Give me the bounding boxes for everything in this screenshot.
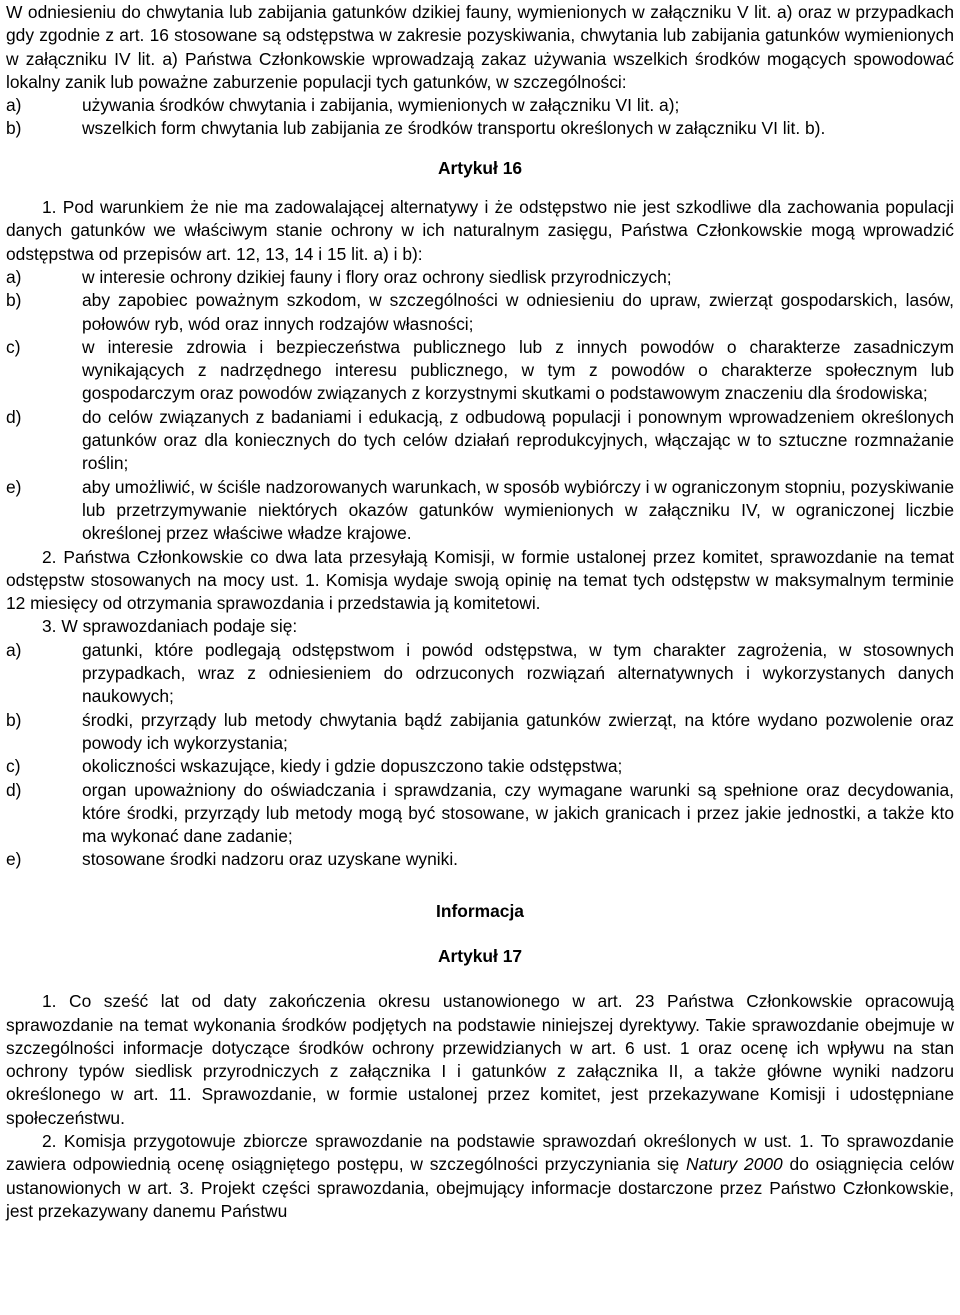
list-item-label: b) bbox=[6, 118, 22, 139]
natura-2000-term: Natury 2000 bbox=[686, 1154, 783, 1175]
list-item-text: aby zapobiec poważnym szkodom, w szczególności w odniesieniu do upraw, zwierząt gospodarskich, lasów, połowów ryb, wód oraz innych rodzajów własności; bbox=[82, 290, 954, 334]
article-16-paragraph-1: 1. Pod warunkiem że nie ma zadowalającej alternatywy i że odstępstwo nie jest szkodliwe dla zachowania populacji danych gatunków we właściwym stanie ochrony w ich naturalnym zasięgu, Państwa Członkowskie mogą wprowadzić odstępstwa od przepisów art. 12, 13, 14 i 15 lit. a) i b): bbox=[6, 197, 954, 264]
article-16-paragraph-3: 3. W sprawozdaniach podaje się: bbox=[42, 616, 298, 637]
list-item-text: gatunki, które podlegają odstępstwom i powód odstępstwa, w tym charakter zagrożenia, w stosownych przypadkach, wraz z odniesieniem do odrzuconych rozwiązań alternatywnych i wykorzystanych danych naukowych; bbox=[82, 639, 954, 707]
article-17-paragraph-2-text: 2. Komisja przygotowuje zbiorcze sprawozdanie na podstawie sprawozdań określonych w ust. 1. To sprawozdanie zawiera odpowiednią ocenę osiągniętego postępu, w szczególności przyczyniania się bbox=[6, 1131, 954, 1175]
list-item-text: stosowane środki nadzoru oraz uzyskane wyniki. bbox=[82, 849, 459, 870]
list-item bbox=[6, 406, 954, 476]
list-item-text: organ upoważniony do oświadczania i sprawdzania, czy wymagane warunki są spełnione oraz decydowania, które środki, przyrządy lub metody mogą być stosowane, w jakich granicach i przez jakie jednostki, a także kto ma wykonać dane zadanie; bbox=[82, 779, 954, 847]
article-17-paragraph-1: 1. Co sześć lat od daty zakończenia okresu ustanowionego w art. 23 Państwa Członkowskie opracowują sprawozdanie na temat wykonania środków podjętych na podstawie niniejszej dyrektywy. Takie sprawozdanie obejmuje w szczególności informacje dotyczące środków ochrony przewidzianych w art. 6 ust. 1 oraz ocenę ich wpływu na stan ochrony typów siedlisk przyrodniczych z załącznika I i gatunków z załącznika II, a także główne wyniki nadzoru określonego w art. 11. Sprawozdanie, w formie ustalonej przez komitet, jest przekazywane Komisji i udostępniane społeczeństwu. bbox=[6, 991, 954, 1128]
list-item-label: c) bbox=[6, 336, 21, 357]
list-item bbox=[6, 289, 954, 336]
list-item-text: środki, przyrządy lub metody chwytania bądź zabijania gatunków zwierząt, na które wydano pozwolenie oraz powody ich wykorzystania; bbox=[82, 709, 954, 753]
section-heading: Informacja bbox=[436, 900, 524, 921]
list-item-label: b) bbox=[6, 709, 22, 730]
list-item bbox=[6, 779, 954, 849]
article-16-list-3 bbox=[6, 639, 954, 872]
list-item bbox=[6, 476, 954, 546]
intro-list bbox=[6, 94, 954, 141]
list-item-text: wszelkich form chwytania lub zabijania ze środków transportu określonych w załączniku VI lit. b). bbox=[82, 118, 826, 139]
article-16-list-1 bbox=[6, 266, 954, 546]
list-item-text: używania środków chwytania i zabijania, wymienionych w załączniku VI lit. a); bbox=[82, 95, 680, 116]
article-17-heading: Artykuł 17 bbox=[437, 945, 523, 966]
list-item-label: d) bbox=[6, 406, 22, 427]
list-item bbox=[6, 709, 954, 756]
intro-paragraph: W odniesieniu do chwytania lub zabijania gatunków dzikiej fauny, wymienionych w załączniku V lit. a) oraz w przypadkach gdy zgodnie z art. 16 stosowane są odstępstwa w zakresie pozyskiwania, chwytania lub zabijania gatunków wymienionych w załączniku IV lit. a) Państwa Członkowskie wprowadzają zakaz używania wszelkich środków mogących spowodować lokalny zanik lub poważne zaburzenie populacji tych gatunków, w szczególności: bbox=[6, 2, 954, 92]
list-item-text: w interesie ochrony dzikiej fauny i flory oraz ochrony siedlisk przyrodniczych; bbox=[82, 266, 672, 287]
list-item-label: c) bbox=[6, 756, 21, 777]
article-16-paragraph-2: 2. Państwa Członkowskie co dwa lata przesyłają Komisji, w formie ustalonej przez komitet, sprawozdanie na temat odstępstw stosowanych na mocy ust. 1. Komisja wydaje swoją opinię na temat tych odstępstw w maksymalnym terminie 12 miesięcy od otrzymania sprawozdania i przedstawia ją komitetowi. bbox=[6, 546, 954, 614]
list-item-label: a) bbox=[6, 639, 22, 660]
list-item bbox=[6, 639, 954, 709]
list-item-label: e) bbox=[6, 849, 22, 870]
list-item-label: a) bbox=[6, 266, 22, 287]
list-item bbox=[6, 94, 954, 117]
article-16-heading: Artykuł 16 bbox=[437, 157, 523, 178]
list-item-text: do celów związanych z badaniami i edukacją, z odbudową populacji i ponownym wprowadzeniem określonych gatunków oraz dla koniecznych do tych celów działań reprodukcyjnych, włączając w to sztuczne rozmnażanie roślin; bbox=[82, 406, 954, 474]
list-item-label: e) bbox=[6, 476, 22, 497]
list-item bbox=[6, 848, 954, 871]
list-item-label: a) bbox=[6, 95, 22, 116]
list-item bbox=[6, 336, 954, 406]
article-17-paragraph-2-continuation: do osiągnięcia celów ustanowionych w art. 3. Projekt części sprawozdania, obejmujący informacje dostarczone przez Państwo Członkowskie, jest przekazywany danemu Państwu bbox=[6, 1154, 954, 1221]
list-item-text: okoliczności wskazujące, kiedy i gdzie dopuszczono takie odstępstwa; bbox=[82, 756, 623, 777]
list-item-text: w interesie zdrowia i bezpieczeństwa publicznego lub z innych powodów o charakterze zasadniczym wynikających z nadrzędnego interesu publicznego, w tym z powodów o charakterze społecznym lub gospodarczym oraz powodów związanych z korzystnymi skutkami o podstawowym znaczeniu dla środowiska; bbox=[82, 336, 954, 404]
article-17-paragraph-2 bbox=[6, 1130, 954, 1223]
list-item-label: d) bbox=[6, 779, 22, 800]
list-item-label: b) bbox=[6, 290, 22, 311]
list-item bbox=[6, 117, 954, 140]
list-item-text: aby umożliwić, w ściśle nadzorowanych warunkach, w sposób wybiórczy i w ograniczonym stopniu, pozyskiwanie lub przetrzymywanie niektórych okazów gatunków wymienionych w załączniku IV, w ograniczonej liczbie określonej przez właściwe władze krajowe. bbox=[82, 476, 954, 544]
list-item bbox=[6, 266, 954, 289]
list-item bbox=[6, 755, 954, 778]
